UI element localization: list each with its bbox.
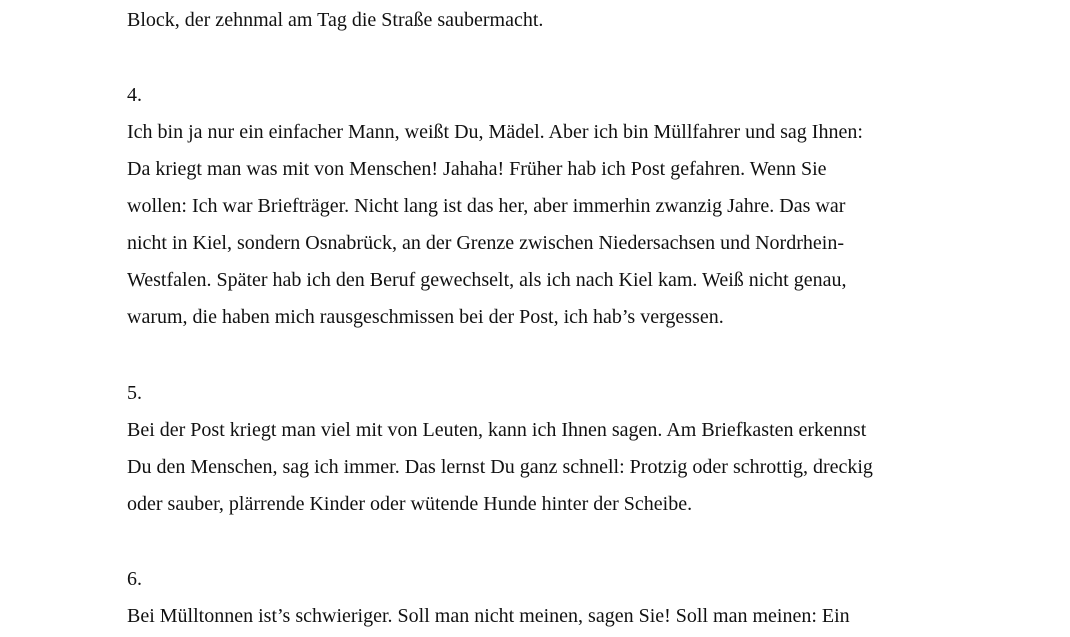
section-number: 4. xyxy=(127,84,142,106)
paragraph-line: oder sauber, plärrende Kinder oder wütende Hunde hinter der Scheibe. xyxy=(127,493,693,515)
section-number: 5. xyxy=(127,382,142,404)
paragraph-line: warum, die haben mich rausgeschmissen bei der Post, ich hab’s vergessen. xyxy=(127,306,724,328)
paragraph-line: wollen: Ich war Briefträger. Nicht lang ist das her, aber immerhin zwanzig Jahre. Das war xyxy=(127,195,846,217)
section-number: 6. xyxy=(127,568,142,590)
section-5 xyxy=(127,375,1027,523)
paragraph-line: Bei Mülltonnen ist’s schwieriger. Soll man nicht meinen, sagen Sie! Soll man meinen: Ein xyxy=(127,605,850,627)
lead-paragraph xyxy=(127,2,1027,39)
paragraph-line: Block, der zehnmal am Tag die Straße saubermacht. xyxy=(127,9,544,31)
paragraph-line: Ich bin ja nur ein einfacher Mann, weißt Du, Mädel. Aber ich bin Müllfahrer und sag Ihnen: xyxy=(127,121,863,143)
paragraph-line: Westfalen. Später hab ich den Beruf gewechselt, als ich nach Kiel kam. Weiß nicht genau, xyxy=(127,269,847,291)
paragraph-line: Bei der Post kriegt man viel mit von Leuten, kann ich Ihnen sagen. Am Briefkasten erkennst xyxy=(127,419,867,441)
section-4 xyxy=(127,77,1027,336)
paragraph-line: Du den Menschen, sag ich immer. Das lernst Du ganz schnell: Protzig oder schrottig, dreckig xyxy=(127,456,873,478)
paragraph-line: Da kriegt man was mit von Menschen! Jahaha! Früher hab ich Post gefahren. Wenn Sie xyxy=(127,158,827,180)
section-6 xyxy=(127,561,1027,635)
paragraph-line: nicht in Kiel, sondern Osnabrück, an der Grenze zwischen Niedersachsen und Nordrhein- xyxy=(127,232,844,254)
